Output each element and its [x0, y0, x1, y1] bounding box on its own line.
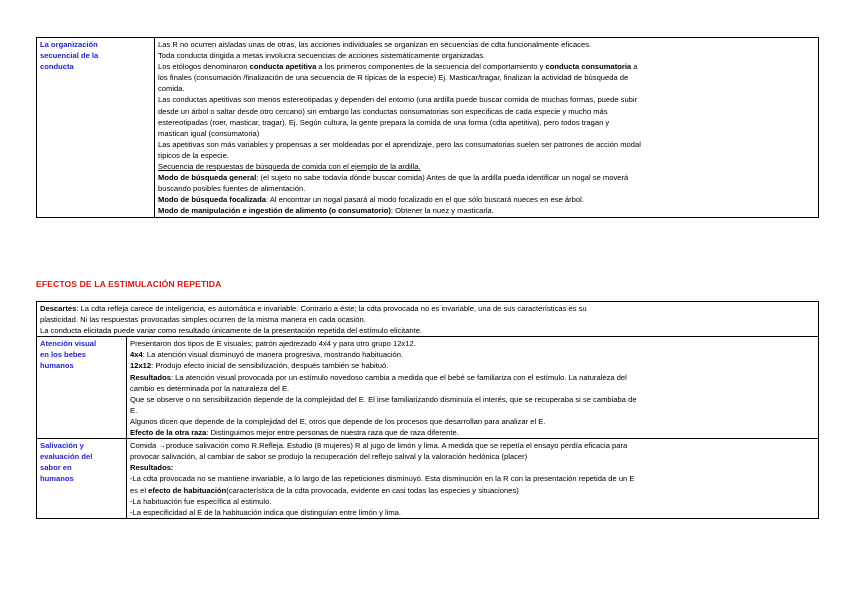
- row-content-lines: [130, 338, 815, 438]
- text-line: [130, 372, 815, 383]
- text-line: [130, 338, 815, 349]
- text-run: La conducta elicitada puede variar como resultado únicamente de la presentación repetida del estímulo elicitante.: [40, 326, 423, 336]
- text-run: : La atención visual disminuyó de manera progresiva, mostrando habituación.: [142, 350, 404, 360]
- sequential-organization-table: [36, 37, 819, 218]
- text-run: -La habituación fue específica al estimulo.: [130, 496, 272, 506]
- row-label-visual-attention: [37, 337, 127, 439]
- text-run: cambio es determinada por la naturaleza del E.: [130, 383, 290, 393]
- table-row: [37, 337, 819, 439]
- label-line: en los bebes: [40, 350, 87, 360]
- label-line: secuencial de la: [40, 51, 99, 61]
- text-run: buscando posibles fuentes de alimentación.: [158, 184, 306, 194]
- text-line: [130, 383, 815, 394]
- text-line: [158, 83, 815, 94]
- text-line: [40, 325, 815, 336]
- row-content-salivation: [127, 439, 819, 519]
- text-run: : (el sujeto no sabe todavía dónde buscar comida) Antes de que la ardilla pueda identificar un nogal se moverá: [256, 173, 629, 183]
- text-run: Los etólogos denominaron: [158, 62, 250, 72]
- label-line: sabor en: [40, 463, 72, 473]
- text-run: comida.: [158, 84, 185, 94]
- label-line: humanos: [40, 361, 74, 371]
- row-content-lines: [158, 39, 815, 217]
- text-run: : La cdta refleja carece de inteligencia, es automática e invariable. Contrario a éste; la cdta provocada no es invariable, una de sus características es su: [76, 304, 587, 313]
- bold-text: efecto de habituación: [148, 485, 227, 495]
- text-run: Algunos dicen que depende de la complejidad del E, otros que depende de los procesos que desarrollan para analizar el E.: [130, 416, 546, 426]
- text-run: Las conductas apetitivas son menos estereotipadas y dependen del entorno (una ardilla puede buscar comida de muchas formas, puede subir: [158, 95, 638, 105]
- underlined-text: Secuencia de respuestas de búsqueda de comida con el ejemplo de la ardilla.: [158, 162, 421, 172]
- text-run: : Obtener la nuez y masticarla.: [390, 206, 494, 216]
- text-run: Las R no ocurren aisladas unas de otras, las acciones individuales se organizan en secuencias de cdta funcionalmente eficaces.: [158, 40, 592, 49]
- text-line: [158, 94, 815, 105]
- table-row: [37, 439, 819, 519]
- text-line: [158, 117, 815, 128]
- row-label-salivation: [37, 439, 127, 519]
- text-line: [158, 161, 815, 172]
- text-line: [130, 349, 815, 360]
- text-run: a los primeros componentes de la secuencia del comportamiento y: [316, 62, 546, 72]
- text-line: [130, 473, 815, 484]
- text-line: [130, 507, 815, 518]
- text-run: a: [631, 62, 638, 72]
- bold-text: Efecto de la otra raza: [130, 428, 207, 438]
- row-content-lines: [130, 440, 815, 518]
- text-run: -La especificidad al E de la habituación indica que distinguían entre limón y lima.: [130, 507, 402, 517]
- text-run: Toda conducta dirigida a metas involucra secuencias de acciones sistemáticamente organizadas.: [158, 51, 486, 61]
- bold-text: Modo de búsqueda general: [158, 173, 257, 183]
- text-line: [130, 451, 815, 462]
- label-line: conducta: [40, 62, 74, 72]
- text-line: [158, 150, 815, 161]
- row-label-lines: [40, 338, 123, 371]
- text-run: Comida →produce salivación como R.Refleja. Estudio (8 mujeres) R al jugo de limón y lima. A medida que se repetía el ensayo perdía eficacia para: [130, 441, 628, 451]
- bold-text: conducta apetitiva: [249, 62, 317, 72]
- text-line: [130, 405, 815, 416]
- row-label-organization: [37, 38, 155, 218]
- table-row: [37, 38, 819, 218]
- label-line: La organización: [40, 40, 98, 49]
- text-run: típicos de la especie.: [158, 150, 229, 160]
- text-line: [130, 485, 815, 496]
- section-title: EFECTOS DE LA ESTIMULACIÓN REPETIDA: [36, 279, 222, 289]
- text-line: [130, 427, 815, 438]
- bold-text: Resultados:: [130, 463, 174, 473]
- row-content-organization: [155, 38, 819, 218]
- text-run: Que se observe o no sensibilización depende de la complejidad del E. El irse familiarizando disminuía el interés, que se recuperaba si se cambiaba de: [130, 394, 637, 404]
- text-run: Las apetitivas son más variables y propensas a ser moldeadas por el aprendizaje, pero las consumatorias suelen ser patrones de acción modal: [158, 139, 641, 149]
- label-line: evaluación del: [40, 452, 93, 462]
- text-line: [158, 61, 815, 72]
- bold-text: Resultados: [130, 372, 171, 382]
- bold-text: conducta consumatoria: [545, 62, 632, 72]
- text-line: [158, 128, 815, 139]
- text-line: [40, 303, 815, 314]
- text-line: [130, 360, 815, 371]
- intro-cell: [37, 302, 819, 337]
- text-run: : Al encontrar un nogal pasará al modo focalizado en el que sólo buscará nueces en ese árbol.: [266, 195, 584, 205]
- text-run: Presentaron dos tipos de E visuales; patrón ajedrezado 4x4 y para otro grupo 12x12.: [130, 339, 416, 349]
- text-run: : Produjo efecto inicial de sensibilización, después también se habituó.: [151, 361, 389, 371]
- bold-text: Modo de manipulación e ingestión de alimento (o consumatorio): [158, 206, 391, 216]
- text-run: provocar salivación, al cambiar de sabor se produjo la recuperación del reflejo salival y la valoración hedónica (placer): [130, 452, 528, 462]
- text-run: desde un árbol o saltar desde otro cercano) sin embargo las conductas consumatorias son especificas de cada especie y mucho más: [158, 106, 608, 116]
- text-run: E.: [130, 405, 138, 415]
- text-line: [158, 183, 815, 194]
- bold-text: 4x4: [130, 350, 143, 360]
- text-line: [158, 139, 815, 150]
- text-line: [158, 72, 815, 83]
- label-line: Atención visual: [40, 339, 97, 349]
- label-line: Salivación y: [40, 441, 84, 451]
- bold-text: Modo de búsqueda focalizada: [158, 195, 267, 205]
- text-run: es el: [130, 485, 149, 495]
- text-line: [130, 416, 815, 427]
- text-run: los finales (consumación /finalización de una secuencia de R típicas de la especie) Ej. Masticar/tragar, finalizan la actividad de búsqueda de: [158, 73, 629, 83]
- table-row: [37, 302, 819, 337]
- text-line: [130, 440, 815, 451]
- text-run: plasticidad. Ni las respuestas provocadas simples ocurren de la misma manera en cada ocasión.: [40, 315, 366, 325]
- text-line: [158, 106, 815, 117]
- repeated-stimulation-table: [36, 301, 819, 519]
- text-line: [130, 496, 815, 507]
- text-line: [130, 462, 815, 473]
- row-label-lines: [40, 440, 123, 484]
- row-label-lines: [40, 39, 151, 72]
- text-line: [40, 314, 815, 325]
- text-run: -La cdta provocada no se mantiene invariable, a lo largo de las repeticiones disminuyó. Esta disminución en la R con la presentación repetida de un E: [130, 474, 635, 484]
- label-line: humanos: [40, 474, 74, 484]
- row-content-visual-attention: [127, 337, 819, 439]
- text-line: [158, 172, 815, 183]
- text-run: : La atención visual provocada por un estímulo novedoso cambia a medida que el bebé se familiariza con el estímulo. La naturaleza del: [170, 372, 627, 382]
- intro-lines: [40, 303, 815, 336]
- text-line: [158, 194, 815, 205]
- text-line: [158, 205, 815, 216]
- text-line: [130, 394, 815, 405]
- text-run: (característica de la cdta provocada, evidente en casi todas las especies y situaciones): [226, 485, 519, 495]
- bold-text: 12x12: [130, 361, 152, 371]
- text-line: [158, 50, 815, 61]
- bold-text: Descartes: [40, 304, 77, 313]
- text-run: : Distinguimos mejor entre personas de nuestra raza que de raza diferente.: [206, 428, 459, 438]
- text-run: estereotipadas (roer, masticar, tragar). Ej. Según cultura, la gente prepara la comida de una forma (cdta apetitiva), pero todos tragan y: [158, 117, 610, 127]
- text-line: [158, 39, 815, 50]
- text-run: mastican igual (consumatoria): [158, 128, 260, 138]
